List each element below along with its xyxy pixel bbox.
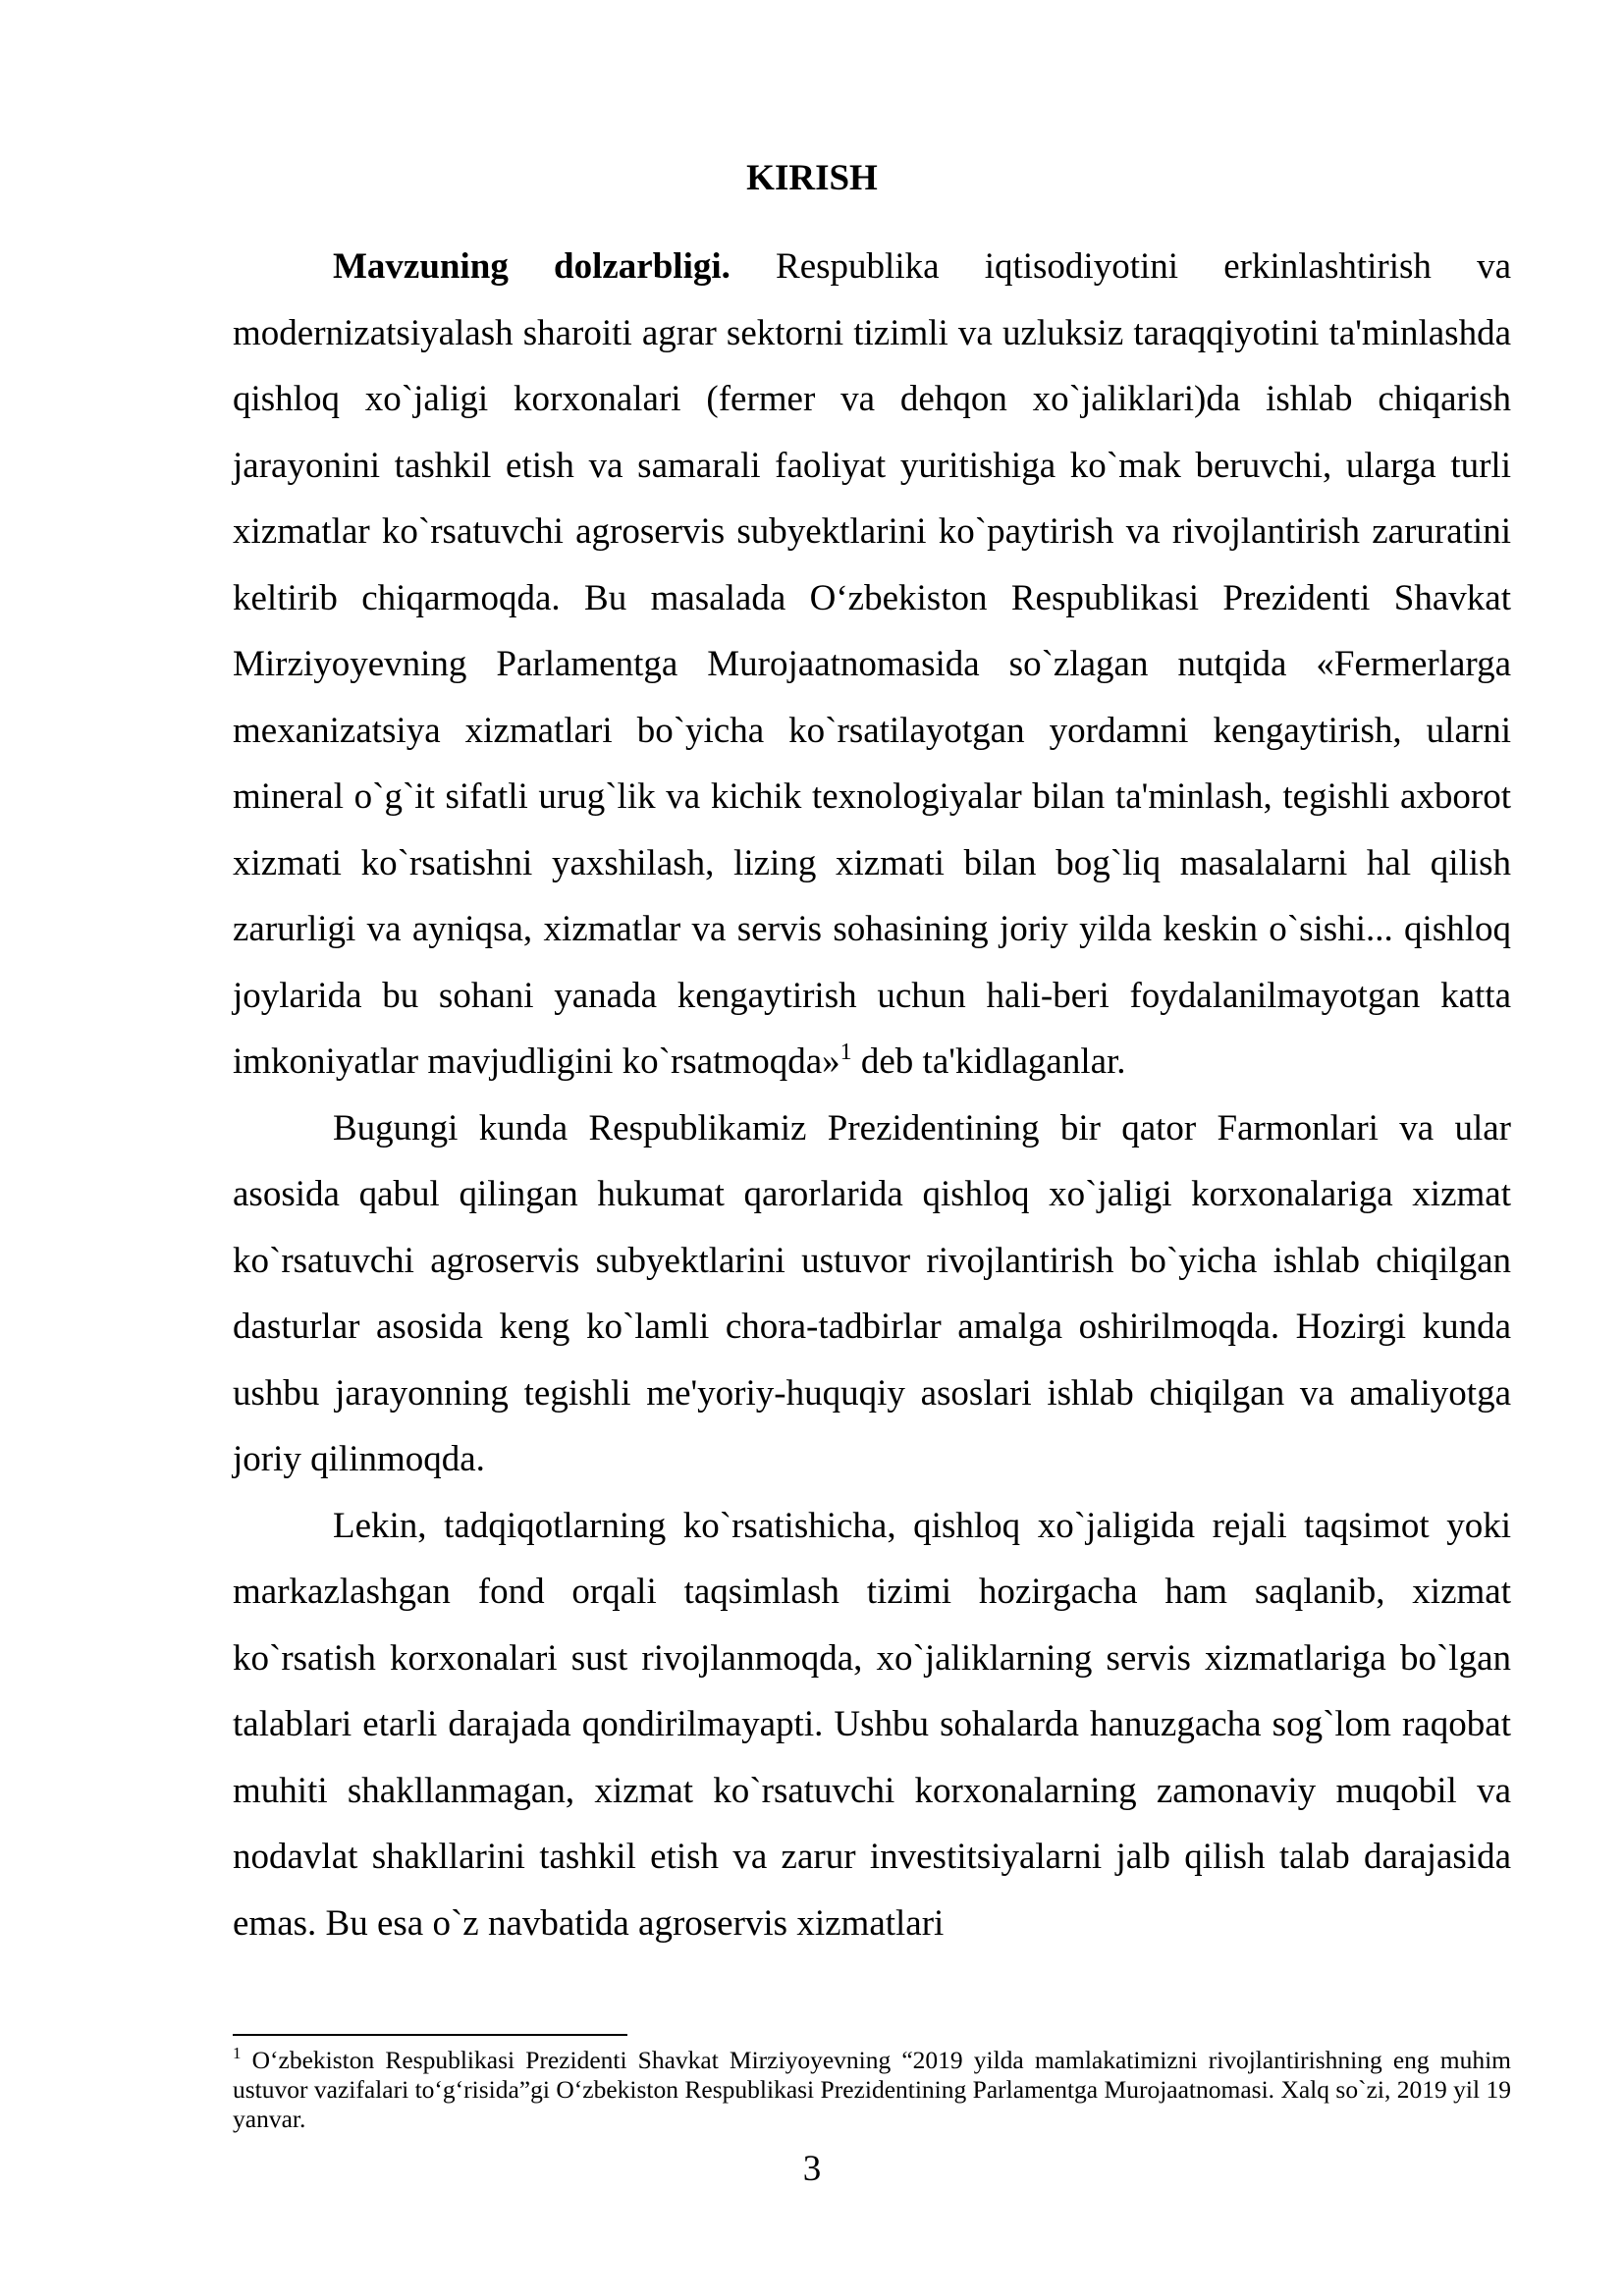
paragraph-relevance bbox=[233, 234, 1511, 1095]
section-heading: KIRISH bbox=[746, 158, 878, 198]
body-text bbox=[233, 234, 1511, 1956]
paragraph-text: Respublika iqtisodiyotini erkinlashtirish va modernizatsiyalash sharoiti agrar sektorni tizimli va uzluksiz taraqqiyotini ta'minlashda qishloq xo`jaligi korxonalari (fermer va dehqon xo`jaliklari)da ishlab chiqarish jarayonini tashkil etish va samarali faoliyat yuritishiga ko`mak beruvchi, ularga turli xizmatlar ko`rsatuvchi agroservis subyektlarini ko`paytirish va rivojlantirish zaruratini keltirib chiqarmoqda. Bu masalada O‘zbekiston Respublikasi Prezidenti Shavkat Mirziyoyevning Parlamentga Murojaatnomasida so`zlagan nutqida «Fermerlarga mexanizatsiya xizmatlari bo`yicha ko`rsatilayotgan yordamni kengaytirish, ularni mineral o`g`it sifatli urug`lik va kichik texnologiyalar bilan ta'minlash, tegishli axborot xizmati ko`rsatishni yaxshilash, lizing xizmati bilan bog`liq masalalarni hal qilish zarurligi va ayniqsa, xizmatlar va servis sohasining joriy yilda keskin o`sishi... qishloq joylarida bu sohani yanada kengaytirish uchun hali-beri foydalanilmayotgan katta imkoniyatlar mavjudligini ko`rsatmoqda» bbox=[233, 246, 1511, 1082]
paragraph-lead: Mavzuning dolzarbligi. bbox=[333, 246, 731, 287]
footnote-separator bbox=[233, 2034, 627, 2036]
paragraph-tail: deb ta'kidlaganlar. bbox=[851, 1041, 1126, 1082]
footnote-reference: 1 bbox=[839, 1040, 852, 1065]
page-number: 3 bbox=[802, 2149, 822, 2189]
footnote-text: O‘zbekiston Respublikasi Prezidenti Shavkat Mirziyoyevning “2019 yilda mamlakatimizni rivojlantirishning eng muhim ustuvor vazifalari to‘g‘risida”gi O‘zbekiston Respublikasi Prezidentining Parlamentga Murojaatnomasi. Xalq so`zi, 2019 yil 19 yanvar. bbox=[233, 2046, 1511, 2133]
footnote bbox=[233, 2046, 1511, 2134]
paragraph-programs: Bugungi kunda Respublikamiz Prezidentining bir qator Farmonlari va ular asosida qabul qilingan hukumat qarorlarida qishloq xo`jaligi korxonalariga xizmat ko`rsatuvchi agroservis subyektlarini ustuvor rivojlantirish bo`yicha ishlab chiqilgan dasturlar asosida keng ko`lamli chora-tadbirlar amalga oshirilmoqda. Hozirgi kunda ushbu jarayonning tegishli me'yoriy-huquqiy asoslari ishlab chiqilgan va amaliyotga joriy qilinmoqda. bbox=[233, 1107, 1511, 1479]
paragraph-research: Lekin, tadqiqotlarning ko`rsatishicha, qishloq xo`jaligida rejali taqsimot yoki markazlashgan fond orqali taqsimlash tizimi hozirgacha ham saqlanib, xizmat ko`rsatish korxonalari sust rivojlanmoqda, xo`jaliklarning servis xizmatlariga bo`lgan talablari etarli darajada qondirilmayapti. Ushbu sohalarda hanuzgacha sog`lom raqobat muhiti shakllanmagan, xizmat ko`rsatuvchi korxonalarning zamonaviy muqobil va nodavlat shakllarini tashkil etish va zarur investitsiyalarni jalb qilish talab darajasida emas. Bu esa o`z navbatida agroservis xizmatlari bbox=[233, 1505, 1511, 1944]
footnote-number: 1 bbox=[233, 2044, 242, 2062]
